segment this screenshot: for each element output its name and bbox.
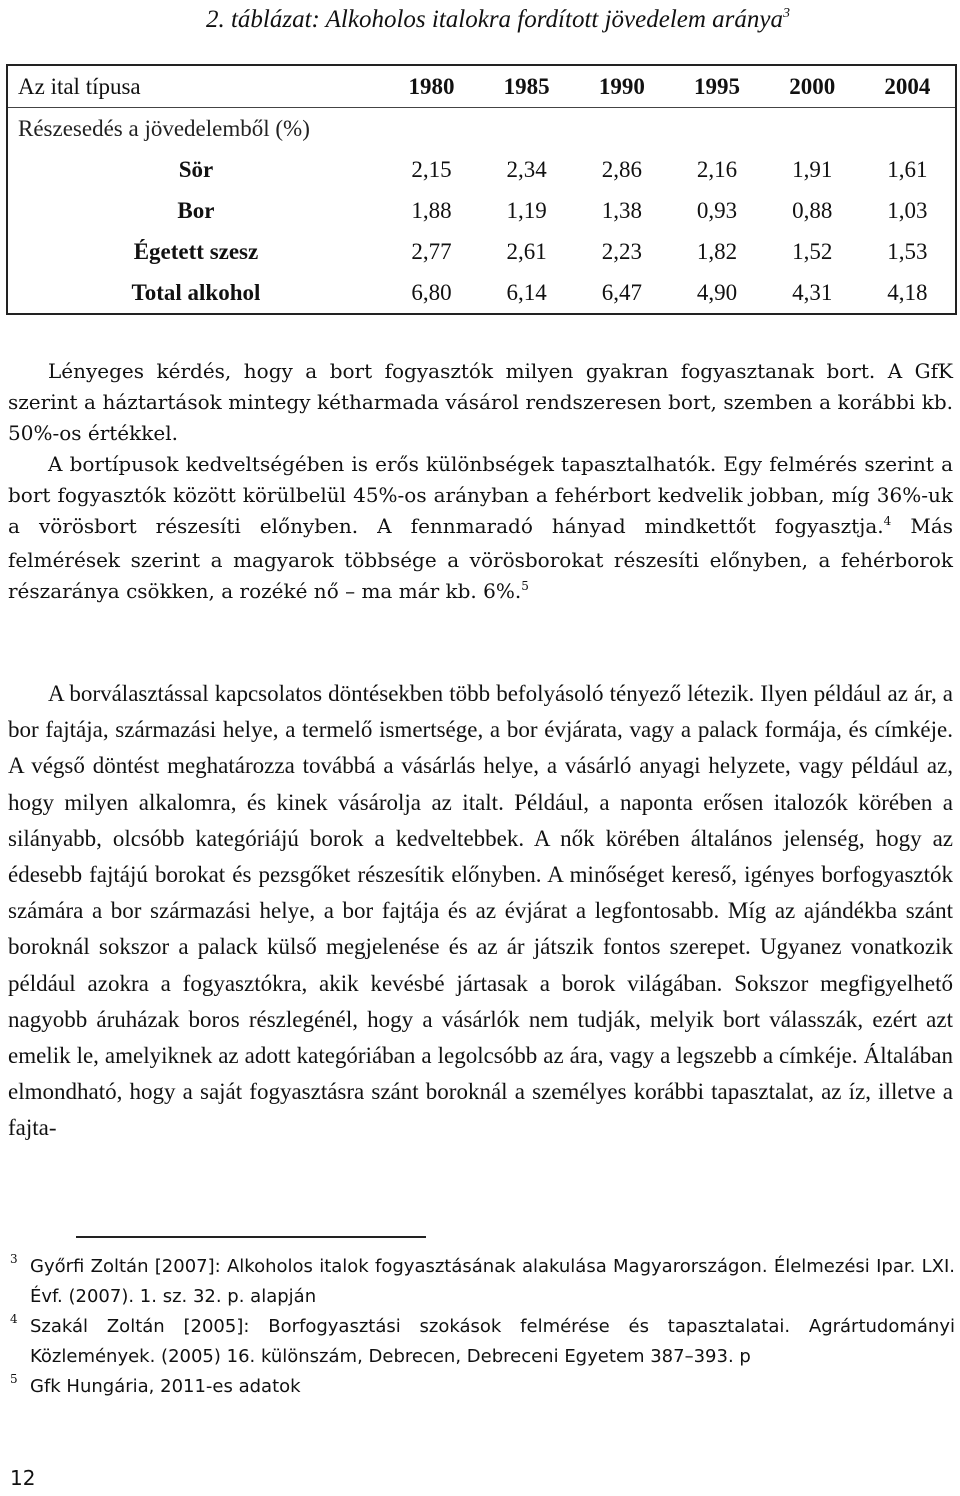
footnote-ref: 4 (883, 514, 892, 528)
table-header-row (7, 65, 956, 108)
footnote-number: 3 (10, 1252, 18, 1266)
footnote-number: 4 (10, 1312, 18, 1326)
table-cell: 1,03 (887, 198, 928, 223)
year-header: 1985 (479, 65, 574, 108)
row-label: Total alkohol (131, 280, 261, 305)
table-cell: 1,91 (792, 157, 833, 182)
paragraph-text: A bortípusok kedveltségében is erős különbségek tapasztalhatók. Egy felmérés szerint a bort fogyasztók között körülbelül 45%-os arányban a fehérbort kedvelik jobban, míg 36%-uk a vörösbort részesíti előnyben. A fennmaradó hányad mindkettőt fogyasztja. (8, 452, 953, 538)
table-cell: 6,80 (411, 280, 452, 305)
table-cell: 4,31 (792, 280, 833, 305)
table-subheader-row (7, 108, 956, 150)
table-cell: 4,18 (887, 280, 928, 305)
table-cell: 6,14 (506, 280, 547, 305)
table-cell: 1,88 (411, 198, 452, 223)
table-cell: 4,90 (696, 280, 738, 305)
table-cell: 1,38 (601, 198, 642, 223)
footnote-ref: 5 (521, 579, 529, 593)
table-cell: 0,93 (696, 198, 738, 223)
footnote-number: 5 (10, 1372, 18, 1386)
table-cell: 1,53 (887, 239, 928, 264)
table-cell: 6,47 (601, 280, 642, 305)
table-cell: 2,15 (411, 157, 452, 182)
footnotes (10, 1252, 955, 1402)
intro-paragraphs (8, 356, 953, 610)
table-cell: 2,23 (601, 239, 642, 264)
table-row (7, 272, 956, 314)
footnote-text: Gfk Hungária, 2011-es adatok (30, 1376, 301, 1397)
paragraph (8, 449, 953, 610)
table-cell: 2,16 (696, 157, 738, 182)
row-label: Égetett szesz (133, 239, 259, 264)
year-header: 2000 (765, 65, 860, 108)
table-caption (0, 2, 790, 42)
table-cell: 2,86 (601, 157, 642, 182)
year-header: 1995 (669, 65, 764, 108)
table-cell: 2,61 (506, 239, 547, 264)
year-header: 1980 (384, 65, 479, 108)
table-cell: 1,19 (506, 198, 547, 223)
page-number: 12 (10, 1466, 36, 1490)
row-label: Sör (178, 157, 214, 182)
income-share-table (6, 64, 957, 315)
subheader-label: Részesedés a jövedelemből (%) (18, 116, 310, 141)
year-header: 1990 (574, 65, 669, 108)
footnote (10, 1372, 955, 1402)
table-row (7, 190, 956, 231)
table-cell: 2,77 (411, 239, 452, 264)
table-row (7, 231, 956, 272)
caption-footnote-ref: 3 (783, 6, 790, 21)
table-cell: 1,61 (887, 157, 928, 182)
paragraph-text: Más felmérések szerint a magyarok többsége a vörösborokat részesíti előnyben, a fehérborok részaránya csökken, a rozéké nő – ma már kb. 6%. (8, 514, 954, 603)
header-label: Az ital típusa (7, 65, 384, 108)
table-cell: 2,34 (506, 157, 547, 182)
footnote-text: Győrfi Zoltán [2007]: Alkoholos italok fogyasztásának alakulása Magyarországon. Élelmezési Ipar. LXI. Évf. (2007). 1. sz. 32. p. alapján (30, 1256, 955, 1307)
caption-text: 2. táblázat: Alkoholos italokra fordított jövedelem aránya (205, 6, 783, 33)
table-row (7, 149, 956, 190)
table-cell: 1,52 (792, 239, 833, 264)
table-cell: 0,88 (792, 198, 833, 223)
footnote-text: Szakál Zoltán [2005]: Borfogyasztási szokások felmérése és tapasztalatai. Agrártudományi Közlemények. (2005) 16. különszám, Debrecen, Debreceni Egyetem 387–393. p (30, 1316, 955, 1367)
footnote (10, 1312, 955, 1372)
paragraph: Lényeges kérdés, hogy a bort fogyasztók milyen gyakran fogyasztanak bort. A GfK szerint a háztartások mintegy kétharmada vásárol rendszeresen bort, szemben a korábbi kb. 50%-os értékkel. (8, 359, 953, 445)
main-paragraph: A borválasztással kapcsolatos döntésekben több befolyásoló tényező létezik. Ilyen például az ár, a bor fajtája, származási helye, a termelő ismertsége, a bor évjárata, vagy a palack formája, és címkéje. A végső döntést meghatározza továbbá a vásárlás helye, a vásárló anyagi helyzete, vagy például az, hogy milyen alkalomra, és kinek vásárolja az italt. Például, a naponta erősen italozók körében a silányabb, olcsóbb kategóriájú borok a kedveltebbek. A nők körében általános jelenség, hogy az édesebb fajtájú borokat és pezsgőket részesítik előnyben. A minőséget kereső, igényes borfogyasztók számára a bor származási helye, a bor fajtája és az évjárat a legfontosabb. Míg az ajándékba szánt boroknál sokszor a palack külső megjelenése és az ár játszik fontos szerepet. Ugyanez vonatkozik például azokra a fogyasztókra, akik kevésbé jártasak a borok világában. Sokszor megfigyelhető nagyobb áruházak boros részlegénél, hogy a vásárlók nem tudják, melyik bort válasszák, ezért azt emelik le, amelyiknek az adott kategóriában a legolcsóbb az ára, vagy a legszebb a címkéje. Általában elmondható, hogy a saját fogyasztásra szánt boroknál a személyes korábbi tapasztalat, az íz, illetve a fajta- (8, 681, 953, 1141)
footnote-divider (76, 1236, 426, 1238)
year-header: 2004 (860, 65, 956, 108)
table-cell: 1,82 (696, 239, 738, 264)
footnote (10, 1252, 955, 1312)
row-label: Bor (177, 198, 215, 223)
